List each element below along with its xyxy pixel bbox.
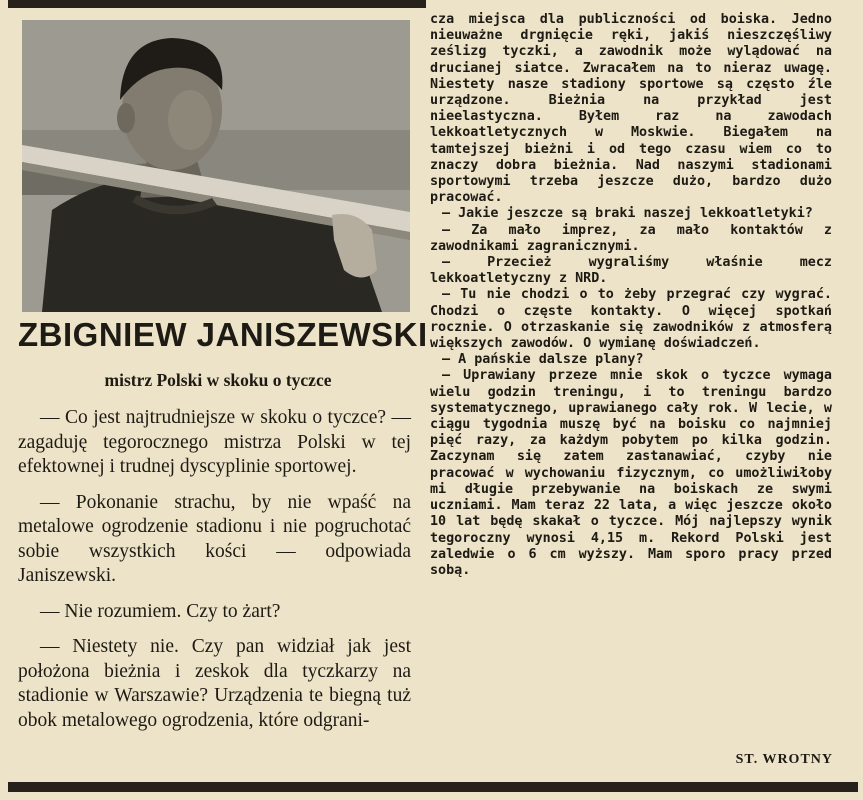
paragraph: — Tu nie chodzi o to żeby przegrać czy wygrać. Chodzi o częste kontakty. O więcej spotkań rocznie. O otrzaskanie się zawodników z atmosferą większych zawodów. O wymianę doświadczeń. — [430, 287, 832, 352]
paragraph: — Pokonanie strachu, by nie wpaść na metalowe ogrodzenie stadionu i nie pogruchotać sobie wszystkich kości — odpowiada Janiszewski. — [18, 491, 411, 586]
article-subhead: mistrz Polski w skoku o tyczce — [104, 370, 332, 390]
paragraph: cza miejsca dla publiczności od boiska. Jedno nieuważne drgnięcie ręki, jakiś nieszczęśliwy ześlizg tyczki, a zawodnik może wylądować na drucianej siatce. Zwracałem na to nieraz uwagę. Niestety nasze stadiony sportowe są często źle urządzone. Bieżnia na przykład jest nieelastyczna. Byłem raz na zawodach lekkoatletycznych w Moskwie. Biegałem na tamtejszej bieżni i od tego czasu wiem co to znaczy dobra bieżnia. Nad naszymi stadionami sportowymi trzeba jeszcze dużo, bardzo dużo pracować. — [430, 12, 832, 206]
right-column-text — [430, 12, 832, 579]
paragraph: — Uprawiany przeze mnie skok o tyczce wymaga wielu godzin treningu, i to treningu bardzo systematycznego, uprawianego cały rok. W lecie, w ciągu tygodnia muszę być na boisku co najmniej pięć razy, za każdym pobytem po kilka godzin. Zaczynam się zatem zastanawiać, czyby nie pracować w wychowaniu fizycznym, co umożliwiłoby mi długie przebywanie na boiskach ze swymi uczniami. Mam teraz 22 lata, a więc jeszcze około 10 lat będę skakał o tyczce. Mój najlepszy wynik tegoroczny wynosi 4,15 m. Rekord Polski jest zaledwie o 6 cm wyższy. Mam sporo pracy przed sobą. — [430, 368, 832, 578]
paragraph: — Co jest najtrudniejsze w skoku o tyczce? — zagaduję tegorocznego mistrza Polski w tej efektownej i trudnej dyscyplinie sportowej. — [18, 407, 411, 477]
paragraph: — Jakie jeszcze są braki naszej lekkoatletyki? — [442, 206, 813, 222]
paragraph: — Nie rozumiem. Czy to żart? — [40, 600, 281, 622]
top-rule — [8, 0, 426, 8]
bottom-rule — [8, 782, 858, 792]
article-headline: ZBIGNIEW JANISZEWSKI — [18, 316, 428, 353]
paragraph: — Za mało imprez, za mało kontaktów z zawodnikami zagranicznymi. — [430, 222, 832, 254]
athlete-photo — [22, 20, 410, 312]
paragraph: — A pańskie dalsze plany? — [442, 352, 644, 368]
author-signature: ST. WROTNY — [735, 752, 833, 767]
paragraph: — Niestety nie. Czy pan widział jak jest położona bieżnia i zeskok dla tyczkarzy na stadionie w Warszawie? Urządzenia te biegną tuż obok metalowego ogrodzenia, które odgrani- — [18, 636, 411, 731]
left-column-text — [18, 406, 411, 733]
paragraph: — Przecież wygraliśmy właśnie mecz lekkoatletyczny z NRD. — [430, 255, 832, 287]
